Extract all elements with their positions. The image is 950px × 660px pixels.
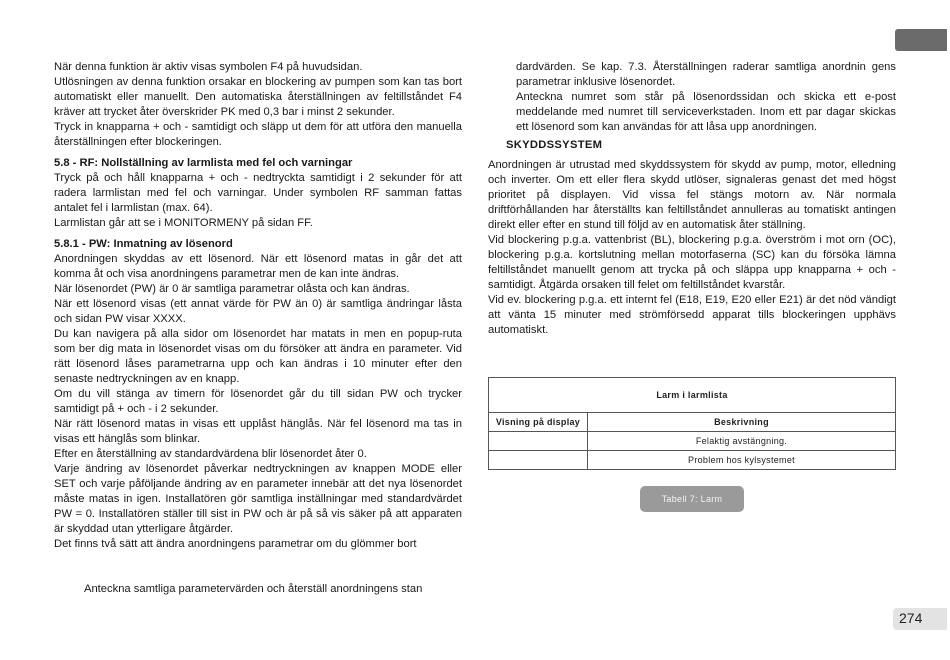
left-column: [54, 60, 462, 552]
column-header-display: Visning på display: [489, 413, 588, 432]
table-row: [489, 451, 896, 470]
paragraph: Vid ev. blockering p.g.a. ett internt fel (E18, E19, E20 eller E21) är det nöd vändigt att vänta 15 minuter med strömförsedd apparat tills blockeringen upphävs automatiskt.: [488, 294, 896, 336]
paragraph: När lösenordet (PW) är 0 är samtliga parametrar olåsta och kan ändras.: [54, 283, 410, 295]
paragraph: När denna funktion är aktiv visas symbolen F4 på huvudsidan.: [54, 61, 363, 73]
paragraph: Larmlistan går att se i MONITORMENY på sidan FF.: [54, 217, 313, 229]
paragraph: Det finns två sätt att ändra anordningens parametrar om du glömmer bort: [54, 538, 417, 550]
section-heading-skyddssystem: SKYDDSSYSTEM: [506, 139, 603, 151]
right-column: [488, 60, 896, 338]
paragraph: Tryck in knapparna + och - samtidigt och släpp ut dem för att utföra den manuella återställningen efter blockeringen.: [54, 121, 462, 148]
paragraph: Efter en återställning av standardvärdena blir lösenordet åter 0.: [54, 448, 367, 460]
alarm-table-title: Larm i larmlista: [489, 378, 896, 413]
paragraph: När ett lösenord visas (ett annat värde för PW än 0) är samtliga ändringar låsta och sidan PW visar XXXX.: [54, 298, 462, 325]
paragraph: Vid blockering p.g.a. vattenbrist (BL), blockering p.g.a. överström i mot orn (OC), blockering p.g.a. kortslutning mellan motorfaserna (SC) kan du försöka lämna feltillståndet manuellt genom att trycka på och släppa upp knapparna + och - samtidigt. Åtgärda orsaken till felet om feltillståndet kvarstår.: [488, 234, 896, 291]
paragraph: Varje ändring av lösenordet påverkar nedtryckningen av knappen MODE eller SET och varje påföljande ändring av en parameter innebär att det nya lösenordet måste matas in igen. Installatören gör samtliga inställningar med standardvärdet PW = 0. Installatören ställer till sist in PW och är på så vis säker på att apparaten är skyddad utan ytterligare åtgärder.: [54, 463, 462, 535]
section-tab: [895, 29, 947, 51]
page-number-box: [893, 608, 947, 630]
table-row: [489, 432, 896, 451]
paragraph: När rätt lösenord matas in visas ett upplåst hänglås. När fel lösenord ma tas in visas ett hänglås som blinkar.: [54, 418, 462, 445]
alarm-table: [488, 377, 896, 470]
paragraph: Utlösningen av denna funktion orsakar en blockering av pumpen som kan tas bort automatiskt eller manuellt. Den automatiska återställningen av feltillståndet F4 kräver att trycket åter överskrider PK med 0,3 bar i minst 2 sekunder.: [54, 76, 462, 118]
table-cell-display: [489, 451, 588, 470]
paragraph: Anordningen är utrustad med skyddssystem för skydd av pump, motor, elledning och inverter. Om ett eller flera skydd utlöser, signaleras genast det med högst prioritet på displayen. Vid vissa fel stängs motorn av. När normala driftförhållanden har återställts kan feltillståndet annulleras au tomatiskt antingen direkt eller efter en stund till följd av en automatisk åter ställning.: [488, 159, 896, 231]
paragraph: Anteckna numret som står på lösenordssidan och skicka ett e-post meddelande med numret till serviceverkstaden. Inom ett par dagar skickas ett lösenord som kan användas för att låsa upp anordningen.: [516, 91, 896, 133]
column-header-description: Beskrivning: [588, 413, 896, 432]
paragraph: Du kan navigera på alla sidor om lösenordet har matats in men en popup-ruta som ber dig mata in lösenordet visas om du försöker att ändra en parameter. Vid rätt lösenord låses parametrarna upp och kan ändras i 10 minuter efter den senaste nedtryckningen av en knapp.: [54, 328, 462, 385]
paragraph: Om du vill stänga av timern för lösenordet går du till sidan PW och trycker samtidigt på + och - i 2 sekunder.: [54, 388, 462, 415]
paragraph: dardvärden. Se kap. 7.3. Återställningen raderar samtliga anordnin gens parametrar inklusive lösenordet.: [516, 61, 896, 88]
footer-note: Anteckna samtliga parametervärden och återställ anordningens stan: [84, 583, 423, 595]
section-heading-5-8: 5.8 - RF: Nollställning av larmlista med fel och varningar: [54, 157, 353, 169]
table-cell-description: Felaktig avstängning.: [588, 432, 896, 451]
table-cell-display: [489, 432, 588, 451]
paragraph: Anordningen skyddas av ett lösenord. När ett lösenord matas in går det att komma åt och visa anordningens parametrar men de kan inte ändras.: [54, 253, 462, 280]
page-number: 274: [899, 610, 923, 626]
paragraph: Tryck på och håll knapparna + och - nedtryckta samtidigt i 2 sekunder för att radera larmlistan med fel och varningar. Under symbolen RF samman fattas antalet fel i larmlistan (max. 64).: [54, 172, 462, 214]
table-caption: Tabell 7: Larm: [640, 486, 744, 512]
section-heading-5-8-1: 5.8.1 - PW: Inmatning av lösenord: [54, 238, 233, 250]
table-cell-description: Problem hos kylsystemet: [588, 451, 896, 470]
